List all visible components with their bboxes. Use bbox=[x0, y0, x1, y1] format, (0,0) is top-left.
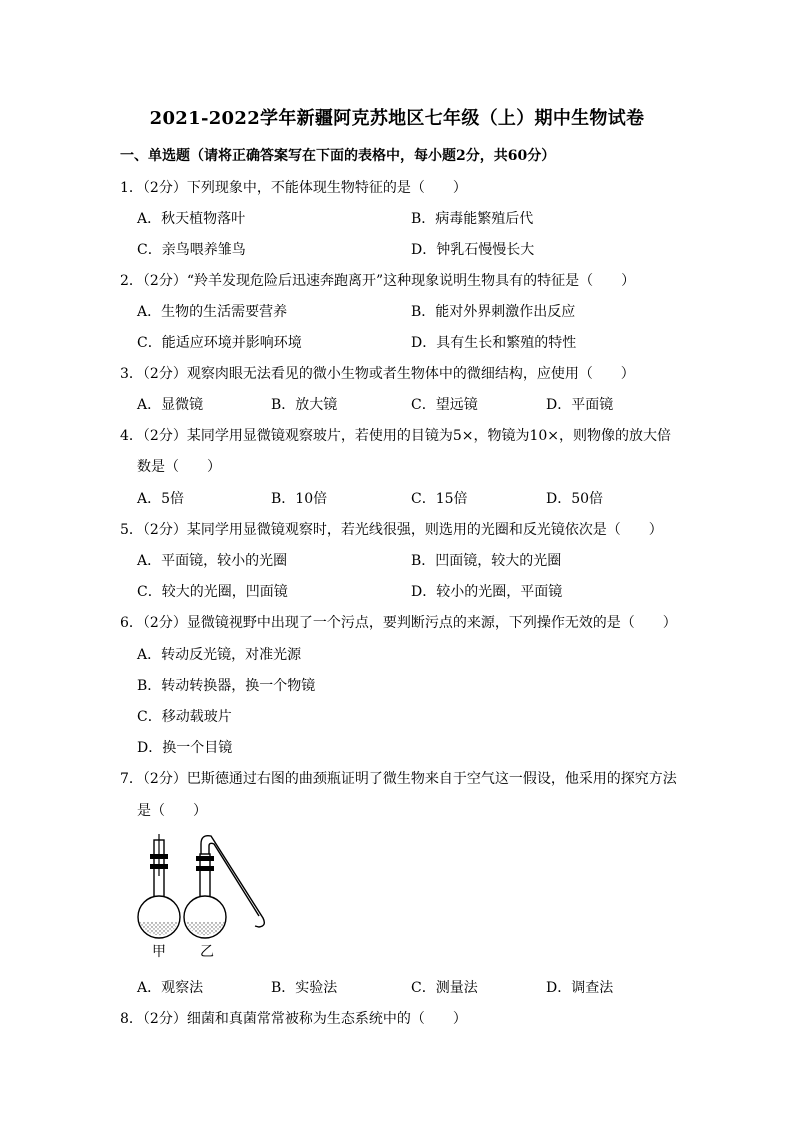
question-4-option-c: C．15倍 bbox=[411, 491, 468, 507]
question-6-option-c: C．移动载玻片 bbox=[137, 709, 232, 725]
flask-figure bbox=[135, 830, 275, 966]
page-title: 2021-2022学年新疆阿克苏地区七年级（上）期中生物试卷 bbox=[149, 108, 645, 129]
question-2-option-a: A．生物的生活需要营养 bbox=[137, 304, 288, 320]
question-1-option-a: A．秋天植物落叶 bbox=[137, 211, 246, 227]
question-2-option-c: C．能适应环境并影响环境 bbox=[137, 335, 302, 351]
flask-yi bbox=[184, 836, 264, 938]
question-2-stem: 2．（2分）“羚羊发现危险后迅速奔跑离开”这种现象说明生物具有的特征是（ ） bbox=[120, 273, 636, 289]
question-3-option-d: D．平面镜 bbox=[546, 397, 614, 413]
question-5-option-a: A．平面镜，较小的光圈 bbox=[137, 553, 288, 569]
question-7-stem-cont: 是（ ） bbox=[137, 803, 207, 819]
question-7-option-b: B．实验法 bbox=[271, 980, 338, 996]
flask-jia-label: 甲 bbox=[152, 944, 166, 960]
question-7-option-d: D．调查法 bbox=[546, 980, 614, 996]
question-5-option-d: D．较小的光圈，平面镜 bbox=[411, 584, 563, 600]
question-4-stem: 4．（2分）某同学用显微镜观察玻片，若使用的目镜为5×，物镜为10×，则物像的放大倍 bbox=[120, 428, 671, 444]
question-3-option-c: C．望远镜 bbox=[411, 397, 478, 413]
question-1-option-d: D．钟乳石慢慢长大 bbox=[411, 242, 535, 258]
question-1-stem: 1．（2分）下列现象中，不能体现生物特征的是（ ） bbox=[120, 180, 467, 196]
question-4-option-d: D．50倍 bbox=[546, 491, 604, 507]
question-2-option-d: D．具有生长和繁殖的特性 bbox=[411, 335, 577, 351]
question-6-option-b: B．转动转换器，换一个物镜 bbox=[137, 678, 316, 694]
flask-jia bbox=[138, 834, 180, 938]
question-7-option-c: C．测量法 bbox=[411, 980, 478, 996]
question-6-stem: 6．（2分）显微镜视野中出现了一个污点，要判断污点的来源，下列操作无效的是（ ） bbox=[120, 615, 677, 631]
question-8-stem: 8．（2分）细菌和真菌常常被称为生态系统中的（ ） bbox=[120, 1011, 467, 1027]
question-1-option-c: C．亲鸟喂养雏鸟 bbox=[137, 242, 246, 258]
question-6-option-d: D．换一个目镜 bbox=[137, 740, 233, 756]
question-2-option-b: B．能对外界刺激作出反应 bbox=[411, 304, 576, 320]
question-7-stem: 7．（2分）巴斯德通过右图的曲颈瓶证明了微生物来自于空气这一假设，他采用的探究方法 bbox=[120, 771, 677, 787]
section-heading: 一、单选题（请将正确答案写在下面的表格中，每小题2分，共60分） bbox=[120, 148, 556, 164]
question-7-option-a: A．观察法 bbox=[137, 980, 204, 996]
question-4-option-a: A．5倍 bbox=[137, 491, 185, 507]
question-3-option-b: B．放大镜 bbox=[271, 397, 338, 413]
question-5-stem: 5．（2分）某同学用显微镜观察时，若光线很强，则选用的光圈和反光镜依次是（ ） bbox=[120, 522, 663, 538]
question-4-stem-cont: 数是（ ） bbox=[137, 459, 221, 475]
question-3-stem: 3．（2分）观察肉眼无法看见的微小生物或者生物体中的微细结构，应使用（ ） bbox=[120, 366, 635, 382]
question-5-option-c: C．较大的光圈，凹面镜 bbox=[137, 584, 288, 600]
question-6-option-a: A．转动反光镜，对准光源 bbox=[137, 647, 302, 663]
question-5-option-b: B．凹面镜，较大的光圈 bbox=[411, 553, 562, 569]
question-3-option-a: A．显微镜 bbox=[137, 397, 204, 413]
flask-yi-label: 乙 bbox=[200, 944, 214, 960]
question-4-option-b: B．10倍 bbox=[271, 491, 328, 507]
question-1-option-b: B．病毒能繁殖后代 bbox=[411, 211, 534, 227]
swan-neck-flask-illustration bbox=[135, 830, 275, 962]
